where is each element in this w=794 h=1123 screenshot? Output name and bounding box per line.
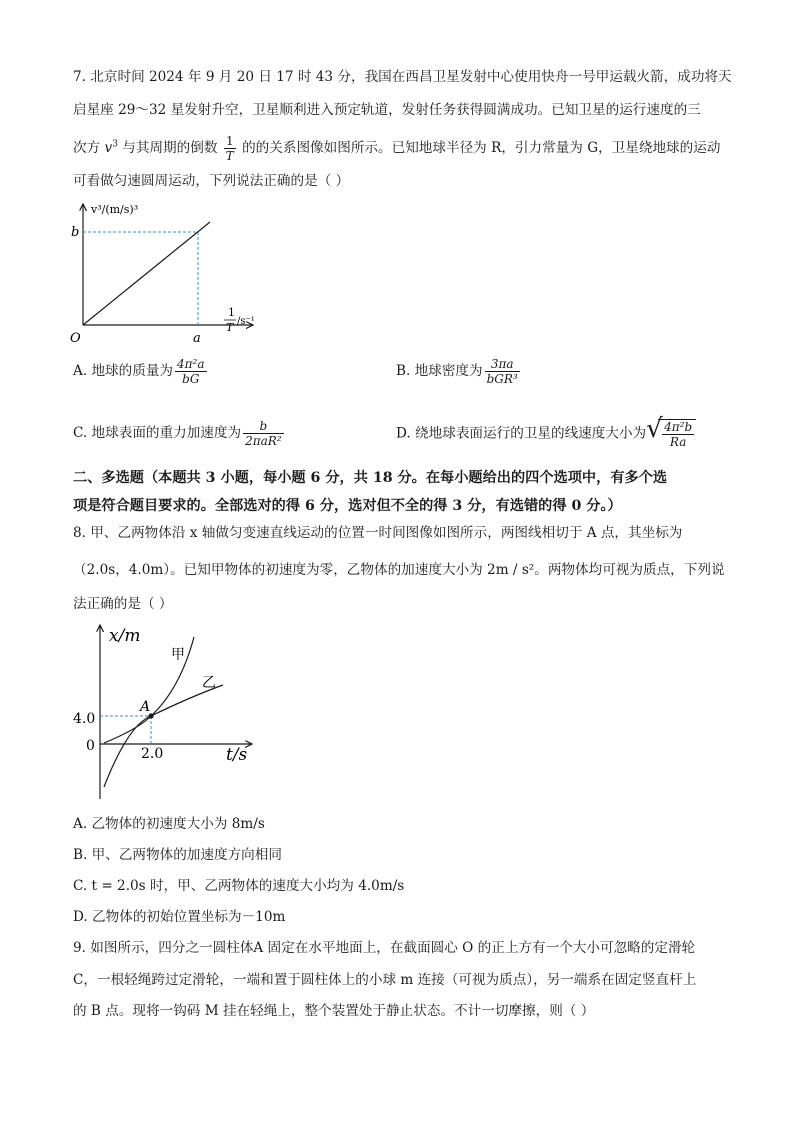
q7-inverse-period-fraction: $\frac{1}{T}$ [225, 134, 234, 163]
q7-line-4: 可看做匀速圆周运动，下列说法正确的是（ ） [73, 173, 350, 189]
q7-option-d-sqrt: √ $\frac{\text{4π²b}}{Ra}$ [658, 419, 696, 449]
q7-graph [65, 200, 265, 350]
q8-line-2: （2.0s，4.0m）。已知甲物体的初速度为零，乙物体的加速度大小为 2m / s²。两物体均可视为质点，下列说 [73, 562, 725, 578]
q7-graph-line [83, 222, 210, 325]
q7-v-symbol: v [104, 140, 113, 156]
q8-line-3: 法正确的是（ ） [73, 596, 173, 612]
q9-line-2: C，一根轻绳跨过定滑轮，一端和置于圆柱体上的小球 m 连接（可视为质点），另一端系在固定竖直杆上 [73, 972, 697, 988]
q9-line-3: 的 B 点。现将一钩码 M 挂在轻绳上，整个装置处于静止状态。不计一切摩擦，则（ ） [73, 1003, 595, 1019]
q7-line-3 [73, 134, 720, 163]
q7-option-d[interactable]: D. 绕地球表面运行的卫星的线速度大小为 √ $\frac{\text{4π²b}}{Ra}$ [396, 419, 696, 449]
q7-line-1: 7. 北京时间 2024 年 9 月 20 日 17 时 43 分，我国在西昌卫星发射中心使用快舟一号甲运载火箭，成功将天 [73, 69, 732, 85]
q7-x-tick-a: a [193, 331, 201, 346]
q7-v-exponent: 3 [112, 139, 118, 150]
q7-line-3-c: 的的关系图像如图所示。已知地球半径为 R，引力常量为 G，卫星绕地球的运动 [237, 140, 721, 156]
q7-x-label-unit: /s⁻¹ [237, 316, 255, 327]
q8-curve-yi [104, 685, 223, 787]
q8-y-axis-label: x/m [109, 626, 141, 646]
q8-option-d[interactable]: D. 乙物体的初始位置坐标为－10m [73, 909, 286, 925]
q8-y-tick: 4.0 [73, 711, 96, 727]
q7-y-axis-label: v³/(m/s)³ [91, 203, 139, 216]
q8-x-axis-label: t/s [226, 745, 248, 765]
q7-origin-label: O [70, 331, 81, 346]
q8-point-a-label: A [140, 699, 151, 715]
q7-x-label-denominator: T [226, 321, 234, 334]
q8-option-b[interactable]: B. 甲、乙两物体的加速度方向相同 [73, 847, 282, 863]
q7-x-label-numerator: 1 [228, 306, 235, 319]
q8-option-a[interactable]: A. 乙物体的初速度大小为 8m/s [73, 816, 265, 832]
q8-curve-jia-label: 甲 [171, 647, 185, 663]
section-2-heading-line-2: 项是符合题目要求的。全部选对的得 6 分，选对但不全的得 3 分，有选错的得 0 分。） [73, 498, 622, 514]
q7-line-2: 启星座 29～32 星发射升空，卫星顺利进入预定轨道，发射任务获得圆满成功。已知卫星的运行速度的三 [73, 102, 701, 118]
q7-option-c[interactable]: C. 地球表面的重力加速度为 $\frac{b}{\text{2πaR²}}$ [73, 419, 282, 448]
q8-line-1: 8. 甲、乙两物体沿 x 轴做匀变速直线运动的位置一时间图像如图所示，两图线相切于 A 点，其坐标为 [73, 525, 683, 541]
q7-option-a[interactable]: A. 地球的质量为 $\frac{\text{4π²a}}{bG}$ [73, 357, 205, 386]
q7-line-3-b: 与其周期的倒数 [117, 140, 222, 156]
q8-graph [70, 617, 270, 802]
q8-origin-label: 0 [86, 738, 95, 754]
q8-x-tick: 2.0 [141, 746, 164, 762]
q8-curve-yi-label: 乙 [202, 675, 216, 691]
q8-option-c[interactable]: C. t = 2.0s 时，甲、乙两物体的速度大小均为 4.0m/s [73, 878, 405, 894]
q7-line-3-a: 次方 [73, 140, 105, 156]
section-2-heading-line-1: 二、多选题（本题共 3 小题，每小题 6 分，共 18 分。在每小题给出的四个选项中，有多个选 [73, 470, 668, 486]
q7-option-b[interactable]: B. 地球密度为 $\frac{3\pi a}{\text{bGR³}}$ [396, 357, 518, 386]
q7-y-tick-b: b [71, 225, 80, 240]
q9-line-1: 9. 如图所示，四分之一圆柱体A 固定在水平地面上，在截面圆心 O 的正上方有一个大小可忽略的定滑轮 [73, 940, 696, 956]
